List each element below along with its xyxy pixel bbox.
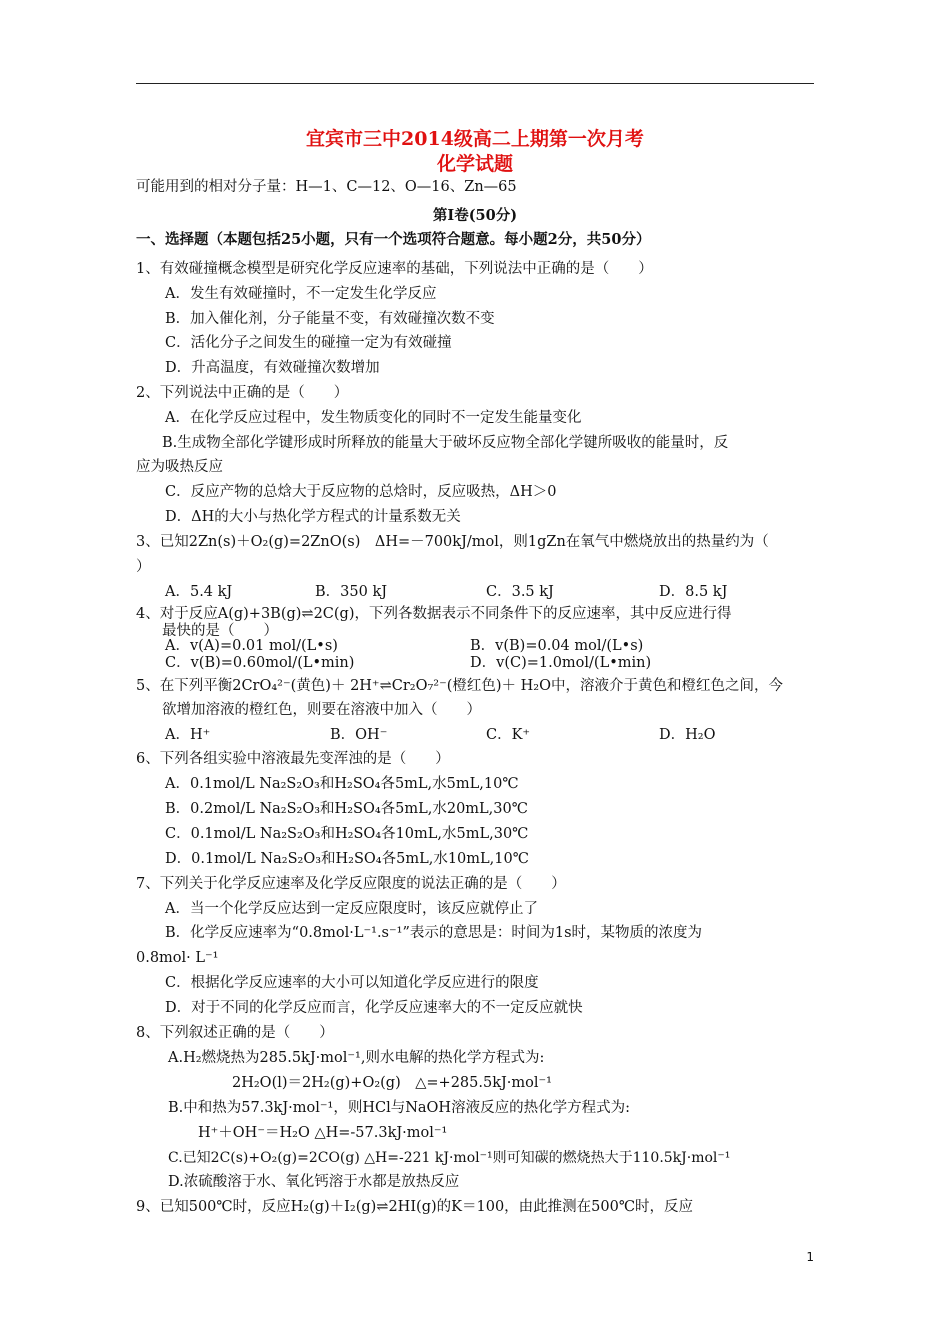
exam-subtitle: 化学试题 <box>436 153 513 175</box>
question-4-option-b: B．v(B)=0.04 mol/(L•s) <box>470 638 644 654</box>
question-6-option-d: D．0.1mol/L Na₂S₂O₃和H₂SO₄各5mL,水10mL,10℃ <box>165 851 529 867</box>
question-8-option-b: B.中和热为57.3kJ·mol⁻¹，则HCl与NaOH溶液反应的热化学方程式为: <box>168 1100 630 1116</box>
question-6-option-b: B．0.2mol/L Na₂S₂O₃和H₂SO₄各5mL,水20mL,30℃ <box>165 801 528 817</box>
question-6-stem: 6、下列各组实验中溶液最先变浑浊的是（ ） <box>136 751 450 767</box>
question-4-option-a: A．v(A)=0.01 mol/(L•s) <box>165 638 338 654</box>
question-1-option-c: C．活化分子之间发生的碰撞一定为有效碰撞 <box>165 335 452 351</box>
question-5-stem: 5、在下列平衡2CrO₄²⁻(黄色)＋ 2H⁺⇌Cr₂O₇²⁻(橙红色)＋ H₂O中，溶液介于黄色和橙红色之间，今 <box>136 678 784 694</box>
exam-title: 宜宾市三中2014级高二上期第一次月考 <box>306 128 644 150</box>
question-2-option-c: C．反应产物的总焓大于反应物的总焓时，反应吸热，ΔH＞0 <box>165 484 557 500</box>
question-8-stem: 8、下列叙述正确的是（ ） <box>136 1025 334 1041</box>
question-3-option-a: A．5.4 kJ <box>165 584 233 600</box>
question-2-option-b: B.生成物全部化学键形成时所释放的能量大于破坏反应物全部化学键所吸收的能量时，反 <box>162 435 729 451</box>
question-4-option-d: D．v(C)=1.0mol/(L•min) <box>470 655 652 671</box>
question-1-option-d: D．升高温度，有效碰撞次数增加 <box>165 360 380 376</box>
question-5-option-b: B．OH⁻ <box>330 727 388 743</box>
question-7-option-b: B．化学反应速率为“0.8mol·L⁻¹.s⁻¹”表示的意思是：时间为1s时，某物质的浓度为 <box>165 925 703 941</box>
question-4-option-c: C．v(B)=0.60mol/(L•min) <box>165 655 355 671</box>
question-6-option-c: C．0.1mol/L Na₂S₂O₃和H₂SO₄各10mL,水5mL,30℃ <box>165 826 529 842</box>
question-6-option-a: A．0.1mol/L Na₂S₂O₃和H₂SO₄各5mL,水5mL,10℃ <box>165 776 519 792</box>
question-2-option-d: D．ΔH的大小与热化学方程式的计量系数无关 <box>165 509 461 525</box>
page-number: 1 <box>806 1250 814 1264</box>
question-7-option-b-cont: 0.8mol· L⁻¹ <box>136 950 219 966</box>
question-1-stem: 1、有效碰撞概念模型是研究化学反应速率的基础，下列说法中正确的是（ ） <box>136 261 653 277</box>
question-2-option-b-cont: 应为吸热反应 <box>136 459 223 475</box>
question-1-option-a: A．发生有效碰撞时，不一定发生化学反应 <box>165 286 437 302</box>
question-3-stem: 3、已知2Zn(s)＋O₂(g)=2ZnO(s) ΔH=－700kJ/mol，则1gZn在氧气中燃烧放出的热量约为（ <box>136 534 769 550</box>
question-8-option-c: C.已知2C(s)+O₂(g)=2CO(g) △H=-221 kJ·mol⁻¹则可知碳的燃烧热大于110.5kJ·mol⁻¹ <box>168 1150 731 1166</box>
question-3-option-d: D．8.5 kJ <box>659 584 728 600</box>
question-4-stem-cont: 最快的是（ ） <box>162 623 278 639</box>
question-2-option-a: A．在化学反应过程中，发生物质变化的同时不一定发生能量变化 <box>165 410 582 426</box>
question-5-stem-cont: 欲增加溶液的橙红色，则要在溶液中加入（ ） <box>162 702 481 718</box>
volume-heading: 第Ⅰ卷(50分) <box>432 207 518 224</box>
section-heading: 一、选择题（本题包括25小题，只有一个选项符合题意。每小题2分，共50分） <box>136 231 651 248</box>
question-8-option-d: D.浓硫酸溶于水、氧化钙溶于水都是放热反应 <box>168 1174 460 1190</box>
question-1-option-b: B．加入催化剂，分子能量不变，有效碰撞次数不变 <box>165 311 495 327</box>
question-9-stem: 9、已知500℃时，反应H₂(g)＋I₂(g)⇌2HI(g)的K＝100，由此推测在500℃时，反应 <box>136 1199 694 1215</box>
atomic-masses: 可能用到的相对分子量：H—1、C—12、O—16、Zn—65 <box>136 179 517 195</box>
question-7-option-d: D．对于不同的化学反应而言，化学反应速率大的不一定反应就快 <box>165 1000 583 1016</box>
question-5-option-a: A．H⁺ <box>165 727 211 743</box>
question-8-option-b-equation: H⁺＋OH⁻＝H₂O △H=-57.3kJ·mol⁻¹ <box>198 1125 448 1141</box>
question-3-stem-cont: ） <box>136 559 151 575</box>
question-3-option-c: C．3.5 kJ <box>486 584 554 600</box>
question-2-stem: 2、下列说法中正确的是（ ） <box>136 385 349 401</box>
question-4-stem: 4、对于反应A(g)+3B(g)⇌2C(g)，下列各数据表示不同条件下的反应速率，其中反应进行得 <box>136 606 732 622</box>
question-7-option-a: A．当一个化学反应达到一定反应限度时，该反应就停止了 <box>165 901 538 917</box>
question-7-option-c: C．根据化学反应速率的大小可以知道化学反应进行的限度 <box>165 975 539 991</box>
question-3-option-b: B．350 kJ <box>315 584 388 600</box>
question-7-stem: 7、下列关于化学反应速率及化学反应限度的说法正确的是（ ） <box>136 876 566 892</box>
question-5-option-c: C．K⁺ <box>486 727 531 743</box>
question-5-option-d: D．H₂O <box>659 727 716 743</box>
header-rule <box>136 83 814 84</box>
question-8-option-a-equation: 2H₂O(l)＝2H₂(g)+O₂(g) △=+285.5kJ·mol⁻¹ <box>232 1075 552 1091</box>
question-8-option-a: A.H₂燃烧热为285.5kJ·mol⁻¹,则水电解的热化学方程式为: <box>168 1050 545 1066</box>
